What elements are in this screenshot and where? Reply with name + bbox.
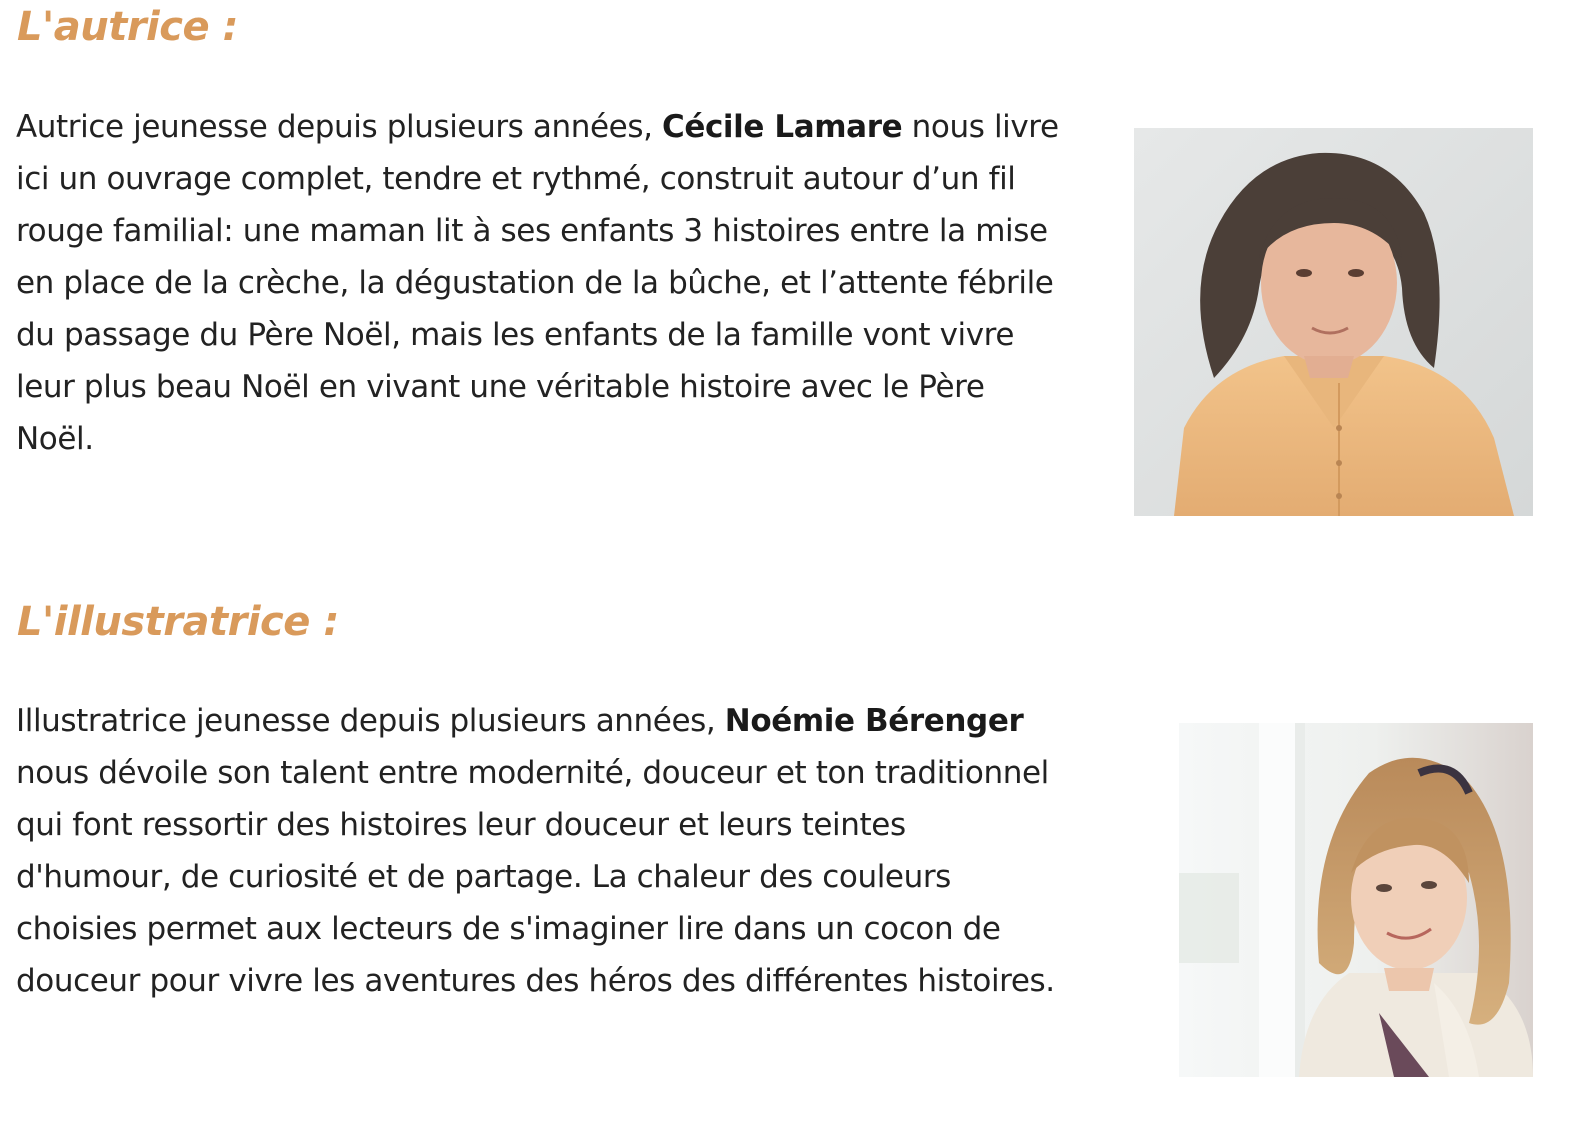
illustrator-bio <box>16 695 1066 1007</box>
author-bio-intro: Autrice jeunesse depuis plusieurs années, <box>16 109 662 145</box>
illustrator-heading: L'illustratrice : <box>17 599 339 645</box>
author-name: Cécile Lamare <box>661 109 903 145</box>
illustrator-photo <box>1179 723 1533 1077</box>
author-heading: L'autrice : <box>17 4 239 50</box>
illustrator-name: Noémie Bérenger <box>724 703 1024 739</box>
illustrator-bio-rest: nous dévoile son talent entre modernité, douceur et ton traditionnel qui font ressortir des histoires leur douceur et leurs teintes d'humour, de curiosité et de partage. La chaleur des couleurs choisies permet aux lecteurs de s'imaginer lire dans un cocon de douceur pour vivre les aventures des héros des différentes histoires. <box>16 755 1055 999</box>
author-bio <box>16 101 1066 465</box>
author-photo <box>1134 128 1533 516</box>
author-bio-rest: nous livre ici un ouvrage complet, tendre et rythmé, construit autour d’un fil rouge familial: une maman lit à ses enfants 3 histoires entre la mise en place de la crèche, la dégustation de la bûche, et l’attente fébrile du passage du Père Noël, mais les enfants de la famille vont vivre leur plus beau Noël en vivant une véritable histoire avec le Père Noël. <box>16 109 1059 457</box>
illustrator-bio-intro: Illustratrice jeunesse depuis plusieurs années, <box>16 703 725 739</box>
